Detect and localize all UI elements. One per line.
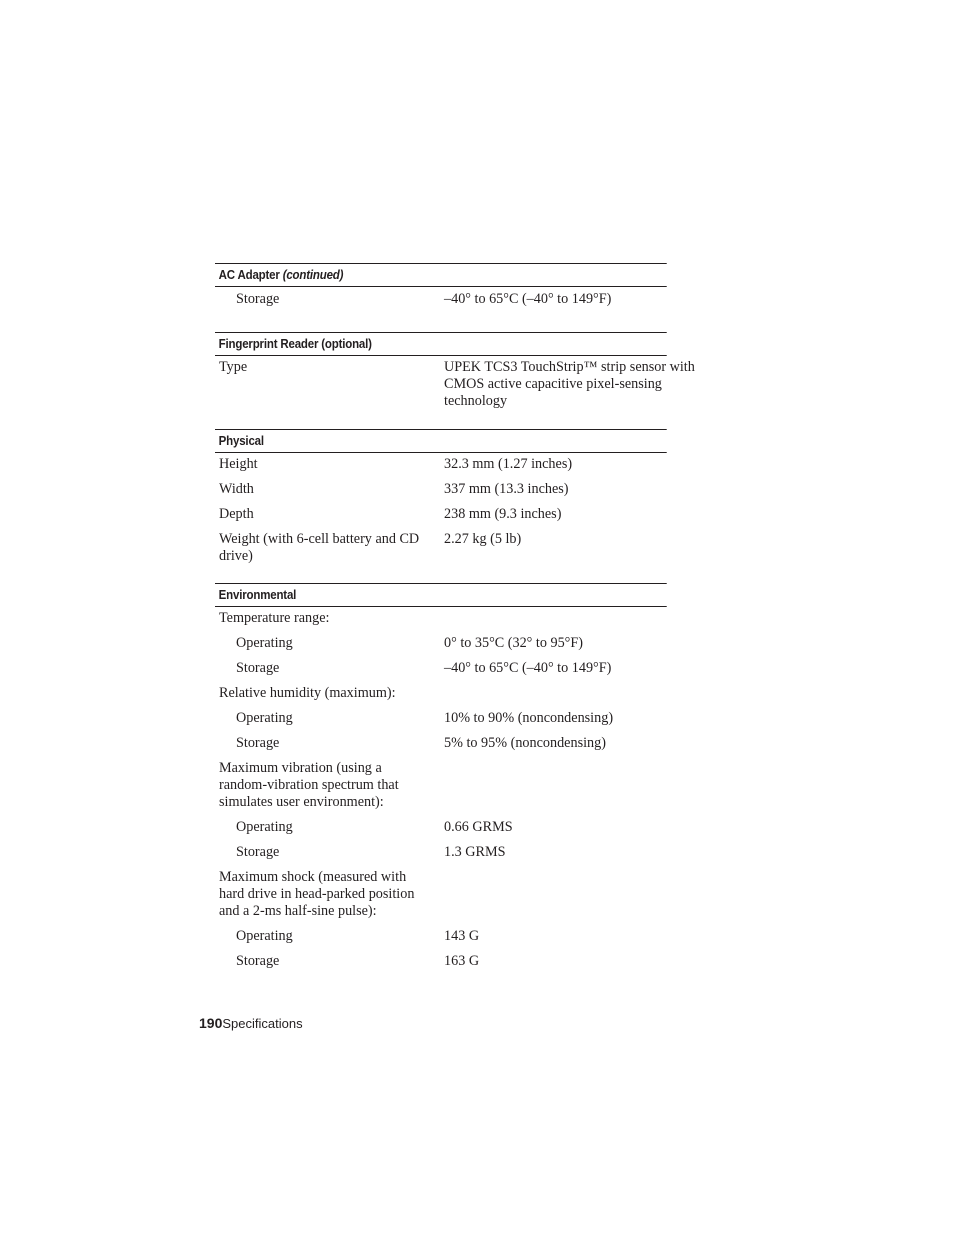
spec-value: 0° to 35°C (32° to 95°F) <box>444 635 583 651</box>
spec-value: 2.27 kg (5 lb) <box>444 531 522 547</box>
spec-value: 143 G <box>444 928 480 944</box>
spec-label: Operating <box>236 710 293 726</box>
spec-value: 0.66 GRMS <box>444 819 513 835</box>
section-header <box>215 583 667 607</box>
section-fingerprint-reader <box>215 332 706 409</box>
spec-label: Maximum vibration (using a random-vibration spectrum that simulates user environment): <box>219 760 399 810</box>
section-title: Environmental <box>218 588 297 602</box>
spec-value: –40° to 65°C (–40° to 149°F) <box>444 660 612 676</box>
section-title: Physical <box>218 434 264 448</box>
spec-value: 337 mm (13.3 inches) <box>444 481 569 497</box>
footer-chapter: Specifications <box>222 1016 303 1031</box>
spec-label: Weight (with 6-cell battery and CD drive) <box>219 531 420 564</box>
spec-label: Storage <box>236 953 280 969</box>
spec-value: 1.3 GRMS <box>444 844 506 860</box>
page-number: 190 <box>199 1015 223 1031</box>
spec-value: 238 mm (9.3 inches) <box>444 506 562 522</box>
spec-label: Maximum shock (measured with hard drive in head-parked position and a 2-ms half-sine pulse): <box>219 869 415 919</box>
spec-label: Storage <box>236 291 280 307</box>
spec-value: 5% to 95% (noncondensing) <box>444 735 606 751</box>
spec-label: Storage <box>236 735 280 751</box>
section-environmental <box>215 583 706 969</box>
spec-label: Storage <box>236 844 280 860</box>
spec-label: Temperature range: <box>219 610 330 626</box>
spec-label: Storage <box>236 660 280 676</box>
section-title-suffix: (continued) <box>282 268 344 282</box>
spec-value: 163 G <box>444 953 480 969</box>
section-ac-adapter <box>215 263 706 307</box>
section-header <box>215 429 667 453</box>
spec-label: Operating <box>236 819 293 835</box>
page-footer <box>199 1015 303 1031</box>
section-title: AC Adapter <box>218 268 280 282</box>
section-header <box>215 332 667 356</box>
spec-label: Relative humidity (maximum): <box>219 685 396 701</box>
spec-value: –40° to 65°C (–40° to 149°F) <box>444 291 612 307</box>
spec-value: UPEK TCS3 TouchStrip™ strip sensor with CMOS active capacitive pixel-sensing technology <box>444 359 695 409</box>
spec-label: Width <box>219 481 254 497</box>
spec-label: Height <box>219 456 258 472</box>
spec-value: 32.3 mm (1.27 inches) <box>444 456 573 472</box>
spec-label: Operating <box>236 635 293 651</box>
section-physical <box>215 429 706 564</box>
spec-label: Type <box>219 359 248 375</box>
spec-label: Operating <box>236 928 293 944</box>
spec-label: Depth <box>219 506 254 522</box>
section-header <box>215 263 667 287</box>
section-title: Fingerprint Reader (optional) <box>218 337 372 351</box>
spec-value: 10% to 90% (noncondensing) <box>444 710 614 726</box>
